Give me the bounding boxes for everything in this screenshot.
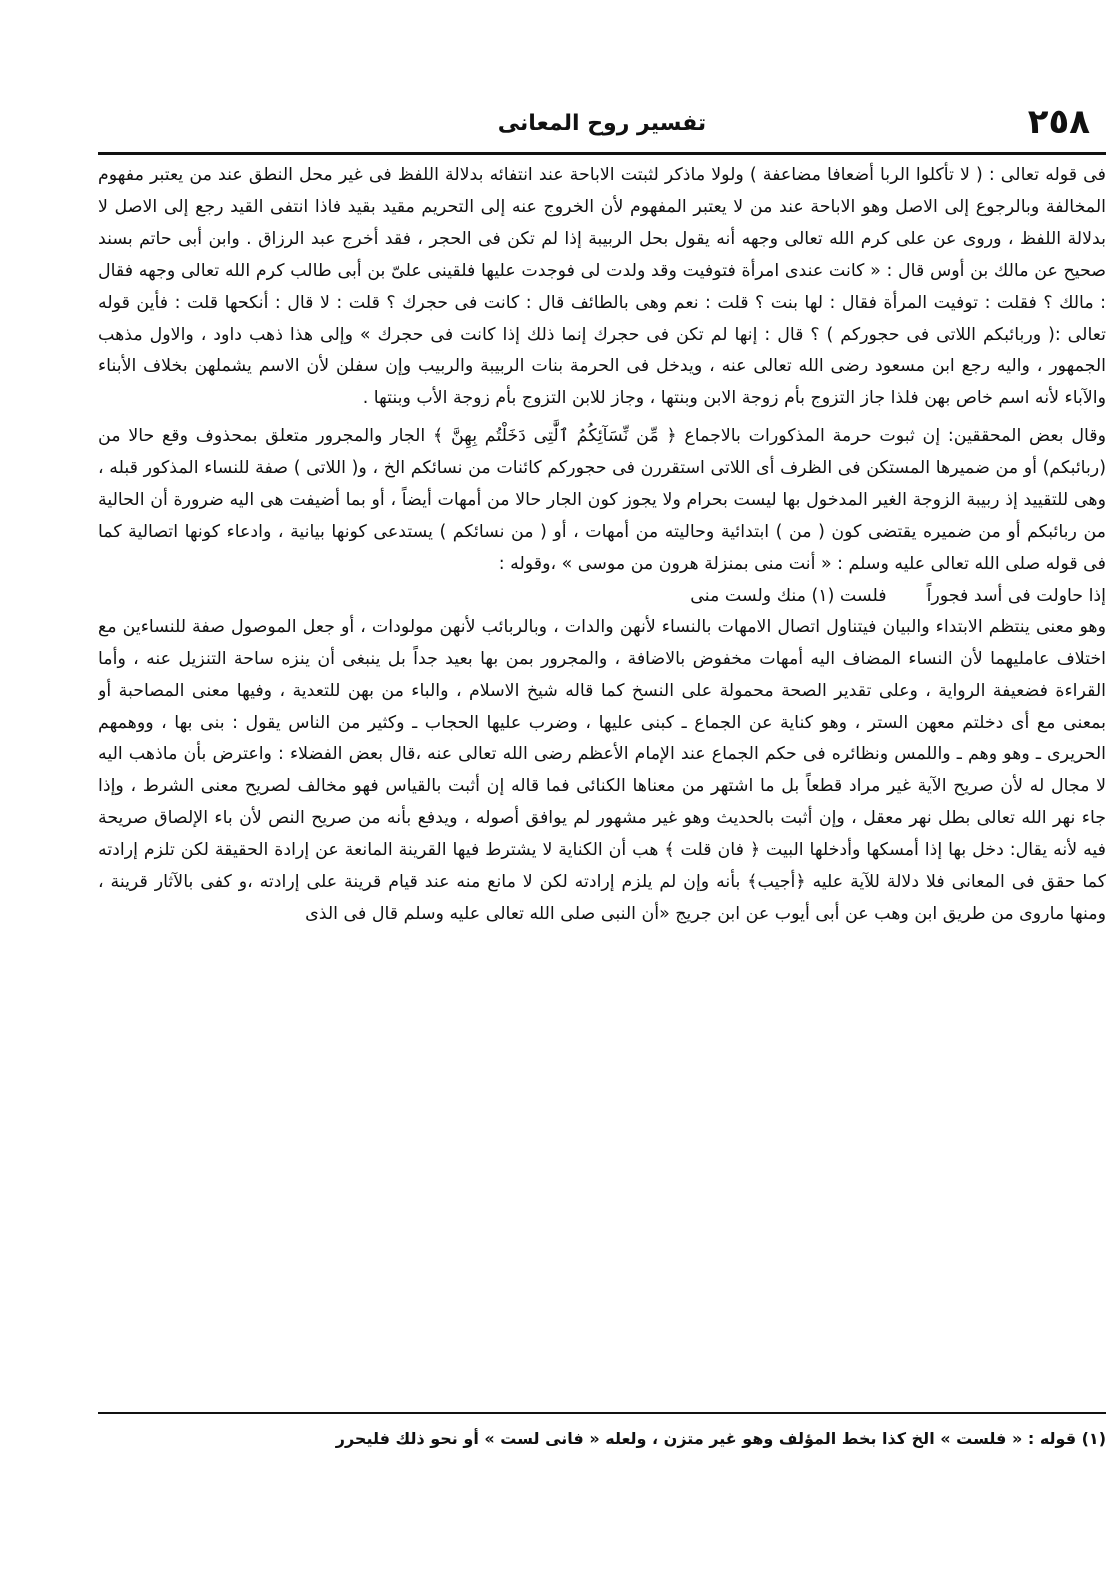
verse-second-hemistich: فلست (١) منك ولست منى: [690, 585, 887, 606]
footnote: (١) قوله : « فلست » الخ كذا بخط المؤلف وهو غير متزن ، ولعله « فانى لست » أو نحو ذلك فليحرر: [335, 1429, 1106, 1448]
header-rule: [98, 152, 1106, 155]
page-header: [98, 100, 1106, 148]
paragraph-1: فى قوله تعالى : ( لا تأكلوا الربا أضعافا مضاعفة ) ولولا ماذكر لثبتت الاباحة عند انتفائه بدلالة اللفظ فى غير محل النطق عند من يعتبر مفهوم المخالفة وبالرجوع إلى الاصل وهو الاباحة عند من لا يعتبر المفهوم لأن الخروج عنه إلى التحريم مقيد بقيد فاذا انتفى القيد رجع إلى الاصل لا بدلالة اللفظ ، وروى عن على كرم الله تعالى وجهه أنه يقول بحل الربيبة إذا لم تكن فى الحجر ، فقد أخرج عبد الرزاق . وابن أبى حاتم بسند صحيح عن مالك بن أوس قال : « كانت عندى امرأة فتوفيت وقد ولدت لى فوجدت عليها فلقينى علىّ بن أبى طالب كرم الله تعالى وجهه فقال : مالك ؟ فقلت : توفيت المرأة فقال : لها بنت ؟ قلت : نعم وهى بالطائف قال : كانت فى حجرك ؟ قلت : لا قال : أنكحها قلت : فأين قوله تعالى :( وربائبكم اللاتى فى حجوركم ) ؟ قال : إنها لم تكن فى حجرك إنما ذلك إذا كانت فى حجرك » وإلى هذا ذهب داود ، والاول مذهب الجمهور ، واليه رجع ابن مسعود رضى الله تعالى عنه ، ويدخل فى الحرمة بنات الربيبة والربيب وإن سفلن لأن الاسم يشملهن بخلاف الأبناء والآباء لأنه اسم خاص بهن فلذا جاز التزوج بأم زوجة الابن وبنتها ، وجاز للابن التزوج بأم زوجة الأب وبنتها .: [98, 165, 1106, 409]
page-number: ٢٥٨: [1027, 102, 1090, 142]
footnote-rule: [98, 1412, 1106, 1414]
paragraph-2: وقال بعض المحققين: إن ثبوت حرمة المذكورات بالاجماع ﴿ مِّن نِّسَآئِكُمُ ٱلَّٰتِى دَخَلْتُم بِهِنَّ ﴾ الجار والمجرور متعلق بمحذوف وقع حالا من (ربائبكم) أو من ضميرها المستكن فى الظرف أى اللاتى استقررن فى حجوركم كائنات من نسائكم الخ ، و( اللاتى ) صفة للنساء المذكور قبله ، وهى للتقييد إذ ربيبة الزوجة الغير المدخول بها ليست بحرام ولا يجوز كون الجار حالا من أمهات أيضاً ، أو بما أضيفت هى اليه ضرورة أن الحالية من ربائبكم أو من ضميره يقتضى كون ( من ) ابتدائية وحاليته من أمهات ، أو ( من نسائكم ) يستدعى كونها بيانية ، وادعاء كونها اتصالية كما فى قوله صلى الله تعالى عليه وسلم : « أنت منى بمنزلة هرون من موسى » ،وقوله :: [98, 426, 1106, 574]
paragraph-3: وهو معنى ينتظم الابتداء والبيان فيتناول اتصال الامهات بالنساء لأنهن والدات ، وبالربائب لأنهن مولودات ، أو جعل الموصول صفة للنساءين مع اختلاف عامليهما لأن النساء المضاف اليه أمهات مخفوض بالاضافة ، والمجرور بمن بها بعيد جداً بل ينبغى أن ينزه ساحة التنزيل عنه ، وأما القراءة فضعيفة الرواية ، وعلى تقدير الصحة محمولة على النسخ كما قاله شيخ الاسلام ، والباء من بهن للتعدية ، وفيها معنى المصاحبة أو بمعنى مع أى دخلتم معهن الستر ، وهو كناية عن الجماع ـ كبنى عليها ، وضرب عليها الحجاب ـ وكثير من الناس يقول : بنى بها ، ووهمهم الحريرى ـ وهو وهم ـ واللمس ونظائره فى حكم الجماع عند الإمام الأعظم رضى الله تعالى عنه ،قال بعض الفضلاء : واعترض بأن ماذهب اليه لا مجال له لأن صريح الآية غير مراد قطعاً بل ما اشتهر من معناها الكنائى فما قاله إن أثبت بالقياس فهو مخالف لصريح معنى الشرط ، وإذا جاء نهر الله تعالى بطل نهر معقل ، وإن أثبت بالحديث وهو غير مشهور لم يوافق أصوله ، ويدفع بأنه من صريح النص لأن باء الإلصاق صريحة فيه لأنه يقال: دخل بها إذا أمسكها وأدخلها البيت ﴿ فان قلت ﴾ هب أن الكناية لا يشترط فيها القرينة المانعة عن إرادة الحقيقة لكن تلزم إرادته كما حقق فى المعانى فلا دلالة للآية عليه ﴿أجيب﴾ بأنه وإن لم يلزم إرادته لكن لا مانع منه عند قيام قرينة على إرادته ،و كفى بالآثار قرينة ، ومنها ماروى من طريق ابن وهب عن أبى أيوب عن ابن جريج «أن النبى صلى الله تعالى عليه وسلم قال فى الذى: [98, 616, 1106, 924]
running-title: تفسير روح المعانى: [497, 111, 707, 136]
body-text: [98, 160, 1106, 1390]
poetry-verse: [98, 581, 1106, 612]
verse-first-hemistich: إذا حاولت فى أسد فجوراً: [926, 585, 1106, 606]
